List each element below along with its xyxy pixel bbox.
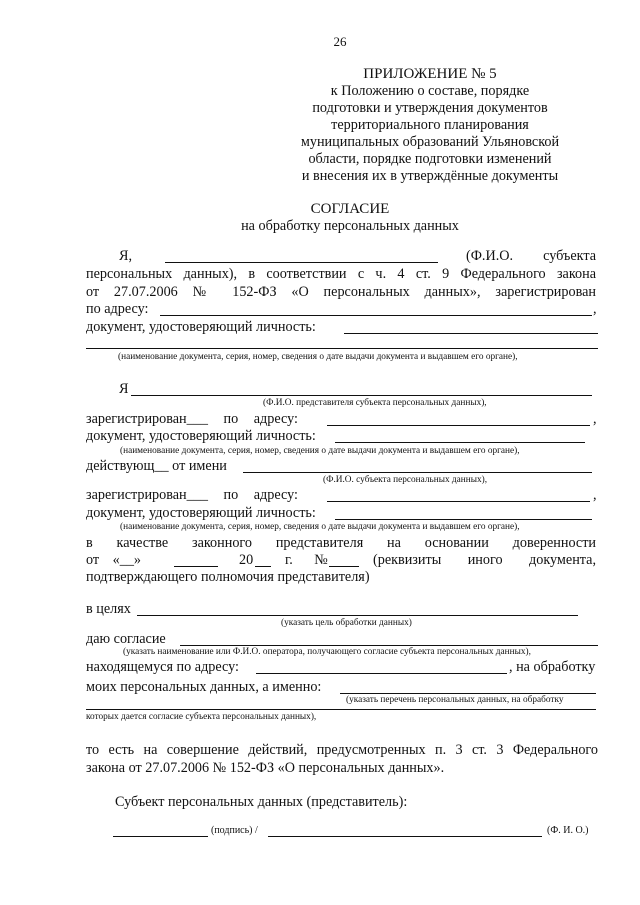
appendix-line: территориального планирования xyxy=(331,117,529,133)
subject-text-line: от 27.07.2006 № 152-ФЗ «О персональных данных», зарегистрирован xyxy=(86,284,596,300)
subject-text-line: персональных данных), в соответствии с ч. 4 ст. 9 Федерального закона xyxy=(86,266,596,282)
actions-line: закона от 27.07.2006 № 152-ФЗ «О персональных данных». xyxy=(86,760,445,776)
consent-data-label: моих персональных данных, а именно: xyxy=(86,679,322,695)
subject-doc-field-2[interactable] xyxy=(86,348,598,349)
subject-address-field[interactable] xyxy=(160,315,592,316)
actions-line: то есть на совершение действий, предусмотренных п. 3 ст. 3 Федерального xyxy=(86,742,598,758)
rep-reg2-field[interactable] xyxy=(327,501,590,502)
rep-basis-month-field[interactable] xyxy=(174,566,218,567)
signature-fio-field[interactable] xyxy=(268,836,542,837)
subject-address-label: по адресу: xyxy=(86,301,149,317)
document-subtitle: на обработку персональных данных xyxy=(241,218,459,234)
rep-reg2-end: , xyxy=(593,487,597,503)
consent-data-field-2[interactable] xyxy=(86,709,596,710)
rep-reg-field[interactable] xyxy=(327,425,590,426)
rep-reg2-label: зарегистрирован___ по адресу: xyxy=(86,487,298,503)
purpose-caption: (указать цель обработки данных) xyxy=(281,618,412,628)
document-title: СОГЛАСИЕ xyxy=(310,201,390,217)
appendix-line: подготовки и утверждения документов xyxy=(312,100,548,116)
signature-title: Субъект персональных данных (представитель): xyxy=(115,794,408,810)
subject-fio-label: (Ф.И.О. субъекта xyxy=(466,248,596,264)
consent-data-caption-2: которых дается согласие субъекта персональных данных), xyxy=(86,712,317,722)
appendix-line: муниципальных образований Ульяновской xyxy=(300,134,560,150)
rep-doc-label: документ, удостоверяющий личность: xyxy=(86,428,316,444)
subject-doc-label: документ, удостоверяющий личность: xyxy=(86,319,316,335)
consent-address-label: находящемуся по адресу: xyxy=(86,659,239,675)
rep-ya: Я xyxy=(119,381,129,397)
consent-operator-field[interactable] xyxy=(180,645,598,646)
subject-fio-field[interactable] xyxy=(165,262,438,263)
rep-doc-field[interactable] xyxy=(335,442,585,443)
rep-doc2-label: документ, удостоверяющий личность: xyxy=(86,505,316,521)
consent-data-field[interactable] xyxy=(340,693,596,694)
rep-basis-line3: подтверждающего полномочия представителя) xyxy=(86,569,370,585)
signature-fio-label: (Ф. И. О.) xyxy=(547,825,589,836)
rep-acting-field[interactable] xyxy=(243,472,592,473)
purpose-label: в целях xyxy=(86,601,131,617)
subject-doc-caption: (наименование документа, серия, номер, сведения о дате выдачи документа и выдавшем его органе), xyxy=(118,352,518,362)
rep-basis-line: в качестве законного представителя на основании доверенности xyxy=(86,535,596,551)
subject-doc-field[interactable] xyxy=(344,333,598,334)
rep-doc-caption: (наименование документа, серия, номер, сведения о дате выдачи документа и выдавшем его органе), xyxy=(120,446,520,456)
consent-data-caption: (указать перечень персональных данных, на обработку xyxy=(346,695,564,705)
appendix-line: области, порядке подготовки изменений xyxy=(308,151,552,167)
rep-acting-label: действующ__ от имени xyxy=(86,458,227,474)
rep-basis-number-field[interactable] xyxy=(329,566,359,567)
rep-basis-year-prefix: 20 xyxy=(239,552,254,568)
subject-address-end: , xyxy=(593,301,597,317)
purpose-field[interactable] xyxy=(137,615,578,616)
rep-basis-year-field[interactable] xyxy=(255,566,271,567)
consent-label: даю согласие xyxy=(86,631,166,647)
rep-fio-field[interactable] xyxy=(131,395,592,396)
rep-doc2-field[interactable] xyxy=(335,519,592,520)
rep-basis-g: г. № xyxy=(285,552,328,568)
rep-basis-req: (реквизиты иного документа, xyxy=(373,552,596,568)
appendix-title: ПРИЛОЖЕНИЕ № 5 xyxy=(363,66,497,82)
consent-caption: (указать наименование или Ф.И.О. оператора, получающего согласие субъекта персональных данных), xyxy=(123,647,531,657)
signature-field[interactable] xyxy=(113,836,208,837)
consent-address-field[interactable] xyxy=(256,673,507,674)
consent-address-end: , на обработку xyxy=(509,659,596,675)
rep-basis-ot: от «__» xyxy=(86,552,142,568)
rep-acting-caption: (Ф.И.О. субъекта персональных данных), xyxy=(323,475,488,485)
page-number: 26 xyxy=(333,34,347,49)
appendix-line: и внесения их в утверждённые документы xyxy=(301,168,559,184)
rep-doc2-caption: (наименование документа, серия, номер, сведения о дате выдачи документа и выдавшем его органе), xyxy=(120,522,520,532)
subject-ya: Я, xyxy=(119,248,133,264)
appendix-line: к Положению о составе, порядке xyxy=(330,83,530,99)
rep-fio-caption: (Ф.И.О. представителя субъекта персональных данных), xyxy=(263,398,487,408)
rep-reg-end: , xyxy=(593,411,597,427)
rep-reg-label: зарегистрирован___ по адресу: xyxy=(86,411,298,427)
signature-label: (подпись) / xyxy=(211,825,258,836)
